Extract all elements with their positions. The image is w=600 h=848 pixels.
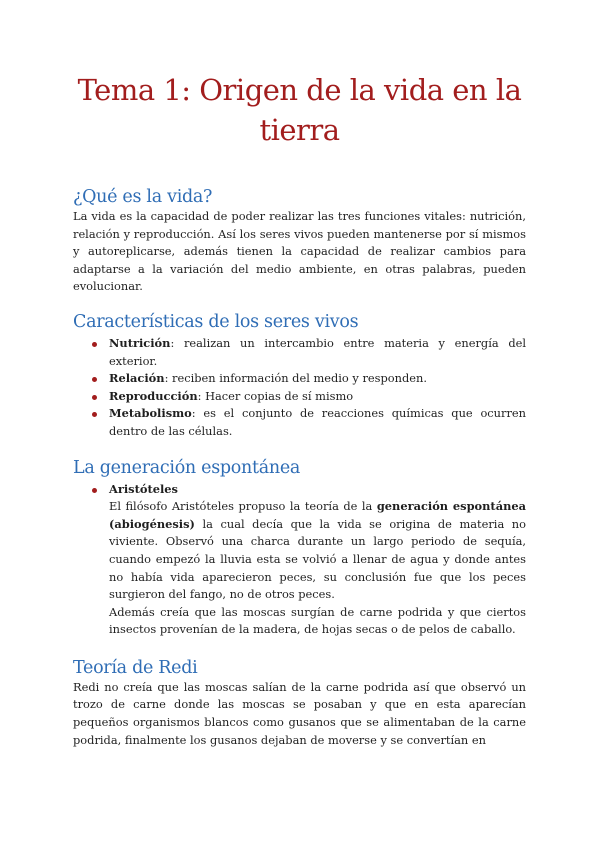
list-item-paragraph: Además creía que las moscas surgían de carne podrida y que ciertos insectos provenían de la madera, de hojas secas o de pelos de caballo. [109, 604, 526, 637]
characteristics-list [73, 335, 526, 441]
list-item [109, 481, 526, 639]
paragraph-emphasis: generación espontánea (abiogénesis) [109, 499, 526, 531]
list-item-text: : Hacer copias de sí mismo [197, 388, 354, 403]
bullet-icon [92, 412, 97, 417]
section-paragraph: La vida es la capacidad de poder realizar las tres funciones vitales: nutrición, relación y reproducción. Así los seres vivos pueden mantenerse por sí mismos y autoreplicarse, además tienen la capacidad de realizar cambios para adaptarse a la variación del medio ambiente, en otras palabras, pueden evolucionar. [73, 209, 526, 294]
paragraph-text: la cual decía que la vida se origina de materia no viviente. Observó una charca durante un largo periodo de sequía, cuando empezó la lluvia esta se volvió a llenar de agua y donde antes no había vida aparecieron peces, su conclusión fue que los peces surgieron del fango, no de otros peces. [109, 516, 526, 602]
section-heading: ¿Qué es la vida? [73, 187, 213, 207]
list-item-term: Metabolismo [109, 406, 192, 421]
list-item-text: : realizan un intercambio entre materia y energía del exterior. [109, 335, 526, 368]
bullet-icon [92, 342, 97, 347]
list-item-term: Relación [109, 371, 165, 386]
section-heading: La generación espontánea [73, 457, 301, 478]
list-item-paragraph [109, 498, 526, 604]
bullet-icon [92, 395, 97, 400]
page-title-line2: tierra [259, 113, 340, 147]
page-title [73, 70, 526, 150]
generacion-list [73, 481, 526, 639]
list-item-text: : es el conjunto de reacciones químicas que ocurren dentro de las células. [109, 406, 526, 438]
paragraph-text: El filósofo Aristóteles propuso la teoría de la [109, 499, 377, 514]
section-heading: Características de los seres vivos [73, 311, 359, 332]
list-item-term: Reproducción [109, 388, 198, 403]
page-title-line1: Tema 1: Origen de la vida en la [77, 73, 522, 107]
section-teoria-redi [73, 657, 526, 749]
section-heading: Teoría de Redi [73, 657, 198, 678]
section-paragraph: Redi no creía que las moscas salían de la carne podrida así que observó un trozo de carne donde las moscas se posaban y que en esta aparecían pequeños organismos blancos como gusanos que se alimentaban de la carne podrida, finalmente los gusanos dejaban de moverse y se convertían en [73, 679, 526, 747]
list-item [109, 388, 526, 406]
bullet-icon [92, 377, 97, 382]
list-item [109, 335, 526, 370]
list-item-term: Aristóteles [109, 481, 178, 496]
section-que-es-la-vida [73, 186, 526, 296]
section-generacion-espontanea [73, 457, 526, 639]
list-item [109, 405, 526, 440]
list-item [109, 370, 526, 388]
list-item-text: : reciben información del medio y responden. [164, 371, 427, 386]
bullet-icon [92, 488, 97, 493]
list-item-term: Nutrición [109, 335, 171, 350]
section-caracteristicas [73, 311, 526, 441]
